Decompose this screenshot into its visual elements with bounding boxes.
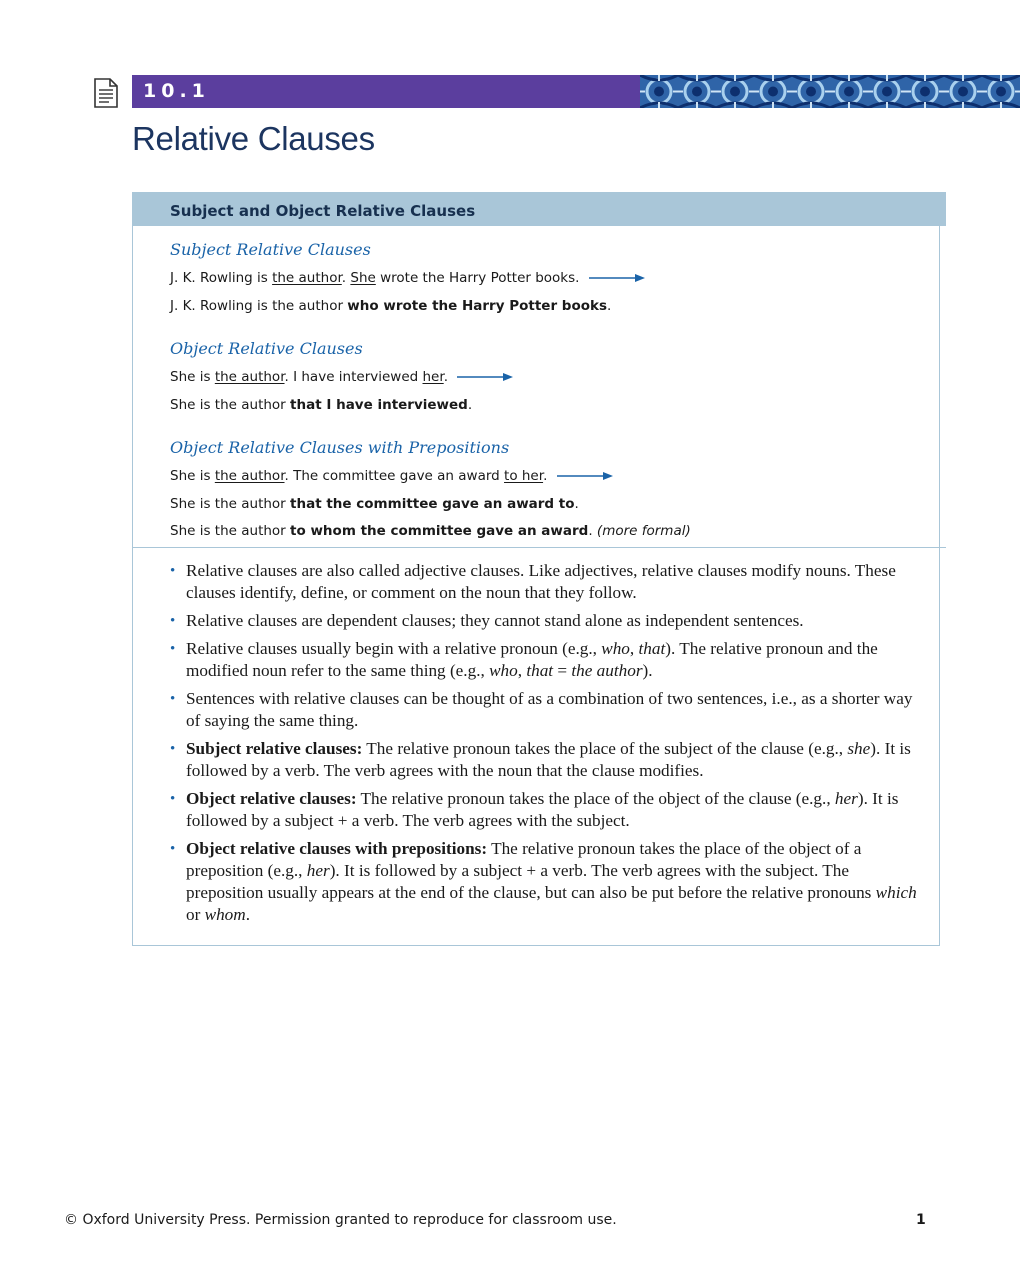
text: . [543,468,548,484]
relative-clause: who wrote the Harry Potter books [347,298,608,314]
text: She is the author [170,496,291,512]
italic-term: that [638,639,666,658]
bullet-icon: • [170,691,176,707]
underlined-pronoun: She [350,270,376,286]
text: She is the author [170,397,291,413]
bullet-icon: • [170,741,176,757]
text: ). The relative pronoun and the modified noun refer to the same thing (e.g., [186,639,878,680]
text: Relative clauses are also called adjective clauses. Like adjectives, relative clauses modify nouns. These clauses identify, define, or comment on the noun that they follow. [186,561,896,602]
text: . [341,270,351,286]
bullet-icon: • [170,563,176,579]
text: Relative clauses are dependent clauses; they cannot stand alone as independent sentences. [186,611,804,630]
italic-term: who [601,639,630,658]
bold-term: Object relative clauses: [186,789,357,808]
document-icon [93,78,119,108]
underlined-noun: the author [272,270,342,286]
text: . [588,523,597,539]
text: She is the author [170,523,291,539]
note-item [170,560,930,604]
text: ). It is followed by a verb. The verb agrees with the noun that the clause modifies. [186,739,911,780]
example-sentence [170,468,613,484]
text: J. K. Rowling is the author [170,298,348,314]
text: The relative pronoun takes the place of the object of a preposition (e.g., [186,839,862,880]
bullet-icon: • [170,613,176,629]
note-item [170,738,930,782]
text: . I have interviewed [284,369,423,385]
italic-term: that [526,661,554,680]
bullet-icon: • [170,641,176,657]
text: wrote the Harry Potter books. [375,270,580,286]
chart-title: Subject and Object Relative Clauses [132,192,946,226]
example-sentence [170,298,611,314]
notes-list [170,560,930,932]
text: She is [170,369,215,385]
text: or [186,905,205,924]
formality-note: (more formal) [596,523,691,539]
text: The relative pronoun takes the place of the subject of the clause (e.g., [362,739,848,758]
example-sentence [170,397,472,413]
text: Relative clauses usually begin with a relative pronoun (e.g., [186,639,602,658]
note-item [170,638,930,682]
text: ). It is followed by a subject + a verb. The verb agrees with the subject. [186,789,899,830]
underlined-noun: the author [214,369,285,385]
example-sentence [170,523,691,539]
section-heading-subject: Subject Relative Clauses [170,240,371,259]
note-item [170,610,930,632]
italic-term: whom [204,905,246,924]
page-number: 1 [916,1212,926,1228]
text: ). [642,661,653,680]
grammar-chart [132,192,946,946]
relative-clause: that the committee gave an award to [290,496,575,512]
underlined-noun: the author [214,468,285,484]
italic-term: who [489,661,518,680]
text: . [467,397,473,413]
arrow-right-icon [589,273,645,283]
example-sentence [170,369,513,385]
arrow-right-icon [557,471,613,481]
bullet-icon: • [170,791,176,807]
copyright-notice: © Oxford University Press. Permission granted to reproduce for classroom use. [64,1212,617,1228]
italic-term: she [847,739,871,758]
relative-clause: that I have interviewed [290,397,468,413]
note-item [170,688,930,732]
page-title: Relative Clauses [132,120,375,157]
bullet-icon: • [170,841,176,857]
text: Sentences with relative clauses can be thought of as a combination of two sentences, i.e., as a shorter way of saying the same thing. [186,689,913,730]
text: The relative pronoun takes the place of the object of the clause (e.g., [356,789,835,808]
note-item [170,788,930,832]
italic-term: the author [571,661,643,680]
example-sentence [170,496,579,512]
text: . [574,496,579,512]
bold-term: Subject relative clauses: [186,739,363,758]
text: , [629,639,639,658]
text: = [553,661,572,680]
text: . The committee gave an award [284,468,505,484]
italic-term: her [306,861,330,880]
italic-term: her [834,789,858,808]
bold-term: Object relative clauses with prepositions: [186,839,488,858]
text: . [245,905,250,924]
example-sentence [170,270,645,286]
relative-clause: to whom the committee gave an award [290,523,589,539]
text: ). It is followed by a subject + a verb. The verb agrees with the subject. The preposition usually appears at the end of the clause, but can also be put before the relative pronouns [186,861,876,902]
text: She is [170,468,215,484]
section-heading-object: Object Relative Clauses [170,339,363,358]
text: . [607,298,612,314]
underlined-pronoun: her [422,369,444,385]
decorative-tile-pattern [640,75,1020,108]
arrow-right-icon [457,372,513,382]
note-item [170,838,930,926]
section-heading-object-prepositions: Object Relative Clauses with Prepositions [170,438,510,457]
text: , [517,661,527,680]
text: . [443,369,448,385]
underlined-object: to her [504,468,544,484]
unit-number-banner: 10.1 [132,75,640,108]
italic-term: which [875,883,917,902]
text: J. K. Rowling is [170,270,273,286]
